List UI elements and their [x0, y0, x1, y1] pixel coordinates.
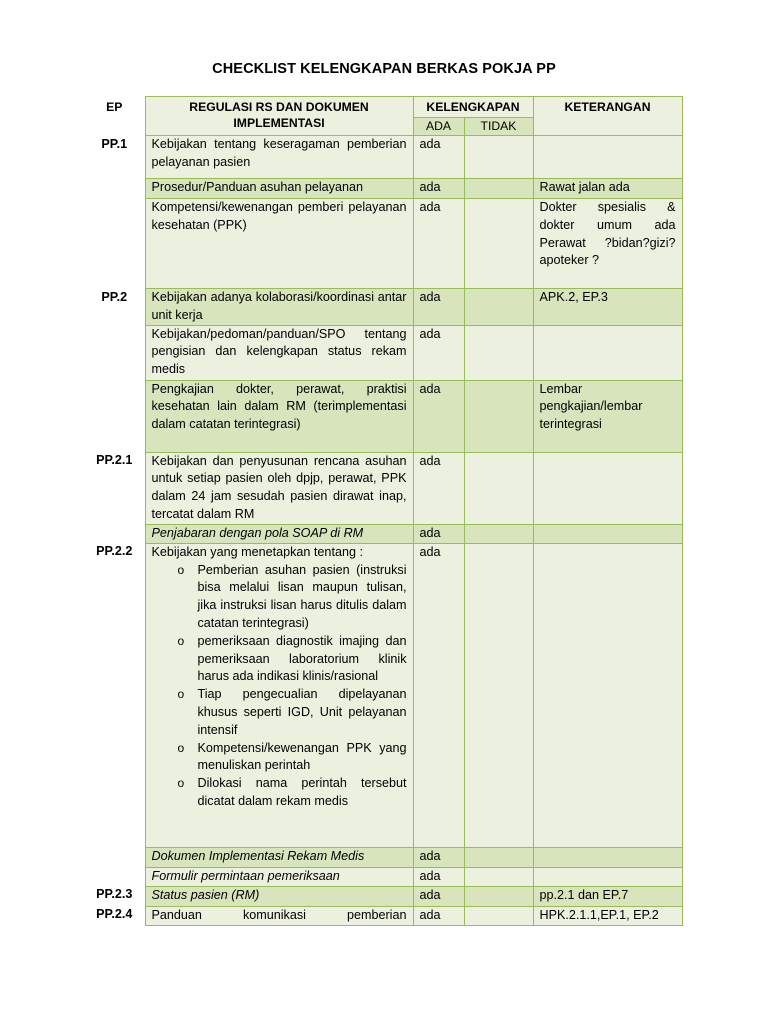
tidak-cell	[464, 289, 533, 326]
sub-list	[152, 562, 407, 811]
sub-item: o Tiap pengecualian dipelayanan khusus seperti IGD, Unit pelayanan intensif	[178, 686, 407, 739]
tidak-cell	[464, 543, 533, 847]
ada-cell: ada	[413, 452, 464, 524]
ep-code	[84, 380, 145, 452]
keterangan-cell	[533, 543, 682, 847]
keterangan-cell	[533, 524, 682, 543]
ep-code: PP.2.4	[84, 906, 145, 925]
tidak-cell	[464, 325, 533, 380]
ada-cell: ada	[413, 179, 464, 199]
tidak-cell	[464, 867, 533, 886]
sub-item: o Pemberian asuhan pasien (instruksi bisa melalui lisan maupun tulisan, jika instruksi lisan harus ditulis dalam catatan terintegrasi)	[178, 562, 407, 633]
table-row	[84, 906, 682, 925]
regulasi-cell: Kebijakan adanya kolaborasi/koordinasi antar unit kerja	[145, 289, 413, 326]
keterangan-cell	[533, 867, 682, 886]
header-kelengkapan: KELENGKAPAN	[413, 97, 533, 118]
regulasi-cell: Pengkajian dokter, perawat, praktisi kesehatan lain dalam RM (terimplementasi dalam catatan terintegrasi)	[145, 380, 413, 452]
regulasi-intro: Kebijakan yang menetapkan tentang :	[151, 544, 363, 559]
regulasi-cell: Dokumen Implementasi Rekam Medis	[145, 847, 413, 867]
table-row	[84, 543, 682, 847]
keterangan-cell: Dokter spesialis & dokter umum ada Perawat ?bidan?gizi?apoteker ?	[533, 199, 682, 289]
sub-item: o Kompetensi/kewenangan PPK yang menuliskan perintah	[178, 740, 407, 776]
ada-cell: ada	[413, 289, 464, 326]
regulasi-cell: Kebijakan tentang keseragaman pemberian pelayanan pasien	[145, 136, 413, 179]
ep-code: PP.2.3	[84, 886, 145, 906]
regulasi-cell: Panduan komunikasi pemberian	[145, 906, 413, 925]
tidak-cell	[464, 524, 533, 543]
ada-cell: ada	[413, 380, 464, 452]
ep-code: PP.1	[84, 136, 145, 179]
tidak-cell	[464, 179, 533, 199]
table-row	[84, 325, 682, 380]
keterangan-cell: pp.2.1 dan EP.7	[533, 886, 682, 906]
tidak-cell	[464, 847, 533, 867]
table-row	[84, 136, 682, 179]
ada-cell: ada	[413, 524, 464, 543]
regulasi-cell: Kebijakan/pedoman/panduan/SPO tentang pengisian dan kelengkapan status rekam medis	[145, 325, 413, 380]
keterangan-cell	[533, 136, 682, 179]
ep-code	[84, 847, 145, 867]
ada-cell: ada	[413, 867, 464, 886]
regulasi-cell: Formulir permintaan pemeriksaan	[145, 867, 413, 886]
tidak-cell	[464, 452, 533, 524]
table-row	[84, 847, 682, 867]
keterangan-cell	[533, 452, 682, 524]
ada-cell: ada	[413, 199, 464, 289]
ep-code: PP.2	[84, 289, 145, 326]
table-row	[84, 289, 682, 326]
regulasi-cell: Penjabaran dengan pola SOAP di RM	[145, 524, 413, 543]
table-row	[84, 886, 682, 906]
ada-cell: ada	[413, 136, 464, 179]
ep-code	[84, 524, 145, 543]
table-row	[84, 452, 682, 524]
keterangan-cell: Rawat jalan ada	[533, 179, 682, 199]
keterangan-cell	[533, 847, 682, 867]
ep-code	[84, 199, 145, 289]
header-regulasi: REGULASI RS DAN DOKUMEN IMPLEMENTASI	[145, 97, 413, 136]
header-ep: EP	[84, 97, 145, 136]
ada-cell: ada	[413, 847, 464, 867]
ep-code: PP.2.1	[84, 452, 145, 524]
ep-code	[84, 179, 145, 199]
header-ada: ADA	[413, 118, 464, 136]
header-keterangan: KETERANGAN	[533, 97, 682, 136]
keterangan-cell: HPK.2.1.1,EP.1, EP.2	[533, 906, 682, 925]
ada-cell: ada	[413, 325, 464, 380]
tidak-cell	[464, 136, 533, 179]
sub-item: o pemeriksaan diagnostik imajing dan pemeriksaan laboratorium klinik harus ada indikasi klinis/rasional	[178, 633, 407, 686]
ep-code	[84, 325, 145, 380]
tidak-cell	[464, 886, 533, 906]
keterangan-cell: APK.2, EP.3	[533, 289, 682, 326]
regulasi-cell: Kompetensi/kewenangan pemberi pelayanan kesehatan (PPK)	[145, 199, 413, 289]
keterangan-cell: Lembar pengkajian/lembar terintegrasi	[533, 380, 682, 452]
regulasi-cell: Status pasien (RM)	[145, 886, 413, 906]
table-row	[84, 524, 682, 543]
ada-cell: ada	[413, 886, 464, 906]
table-row	[84, 380, 682, 452]
regulasi-cell: Kebijakan dan penyusunan rencana asuhan untuk setiap pasien oleh dpjp, perawat, PPK dalam 24 jam sesudah pasien dirawat inap, tercatat dalam RM	[145, 452, 413, 524]
tidak-cell	[464, 906, 533, 925]
ep-code: PP.2.2	[84, 543, 145, 847]
table-row	[84, 867, 682, 886]
tidak-cell	[464, 199, 533, 289]
ep-code	[84, 867, 145, 886]
keterangan-cell	[533, 325, 682, 380]
regulasi-cell: Prosedur/Panduan asuhan pelayanan	[145, 179, 413, 199]
table-row	[84, 179, 682, 199]
table-row	[84, 199, 682, 289]
tidak-cell	[464, 380, 533, 452]
regulasi-cell	[145, 543, 413, 847]
page-title: CHECKLIST KELENGKAPAN BERKAS POKJA PP	[212, 61, 556, 77]
ada-cell: ada	[413, 906, 464, 925]
ada-cell: ada	[413, 543, 464, 847]
header-tidak: TIDAK	[464, 118, 533, 136]
checklist-table	[84, 96, 683, 926]
sub-item: o Dilokasi nama perintah tersebut dicatat dalam rekam medis	[178, 775, 407, 811]
